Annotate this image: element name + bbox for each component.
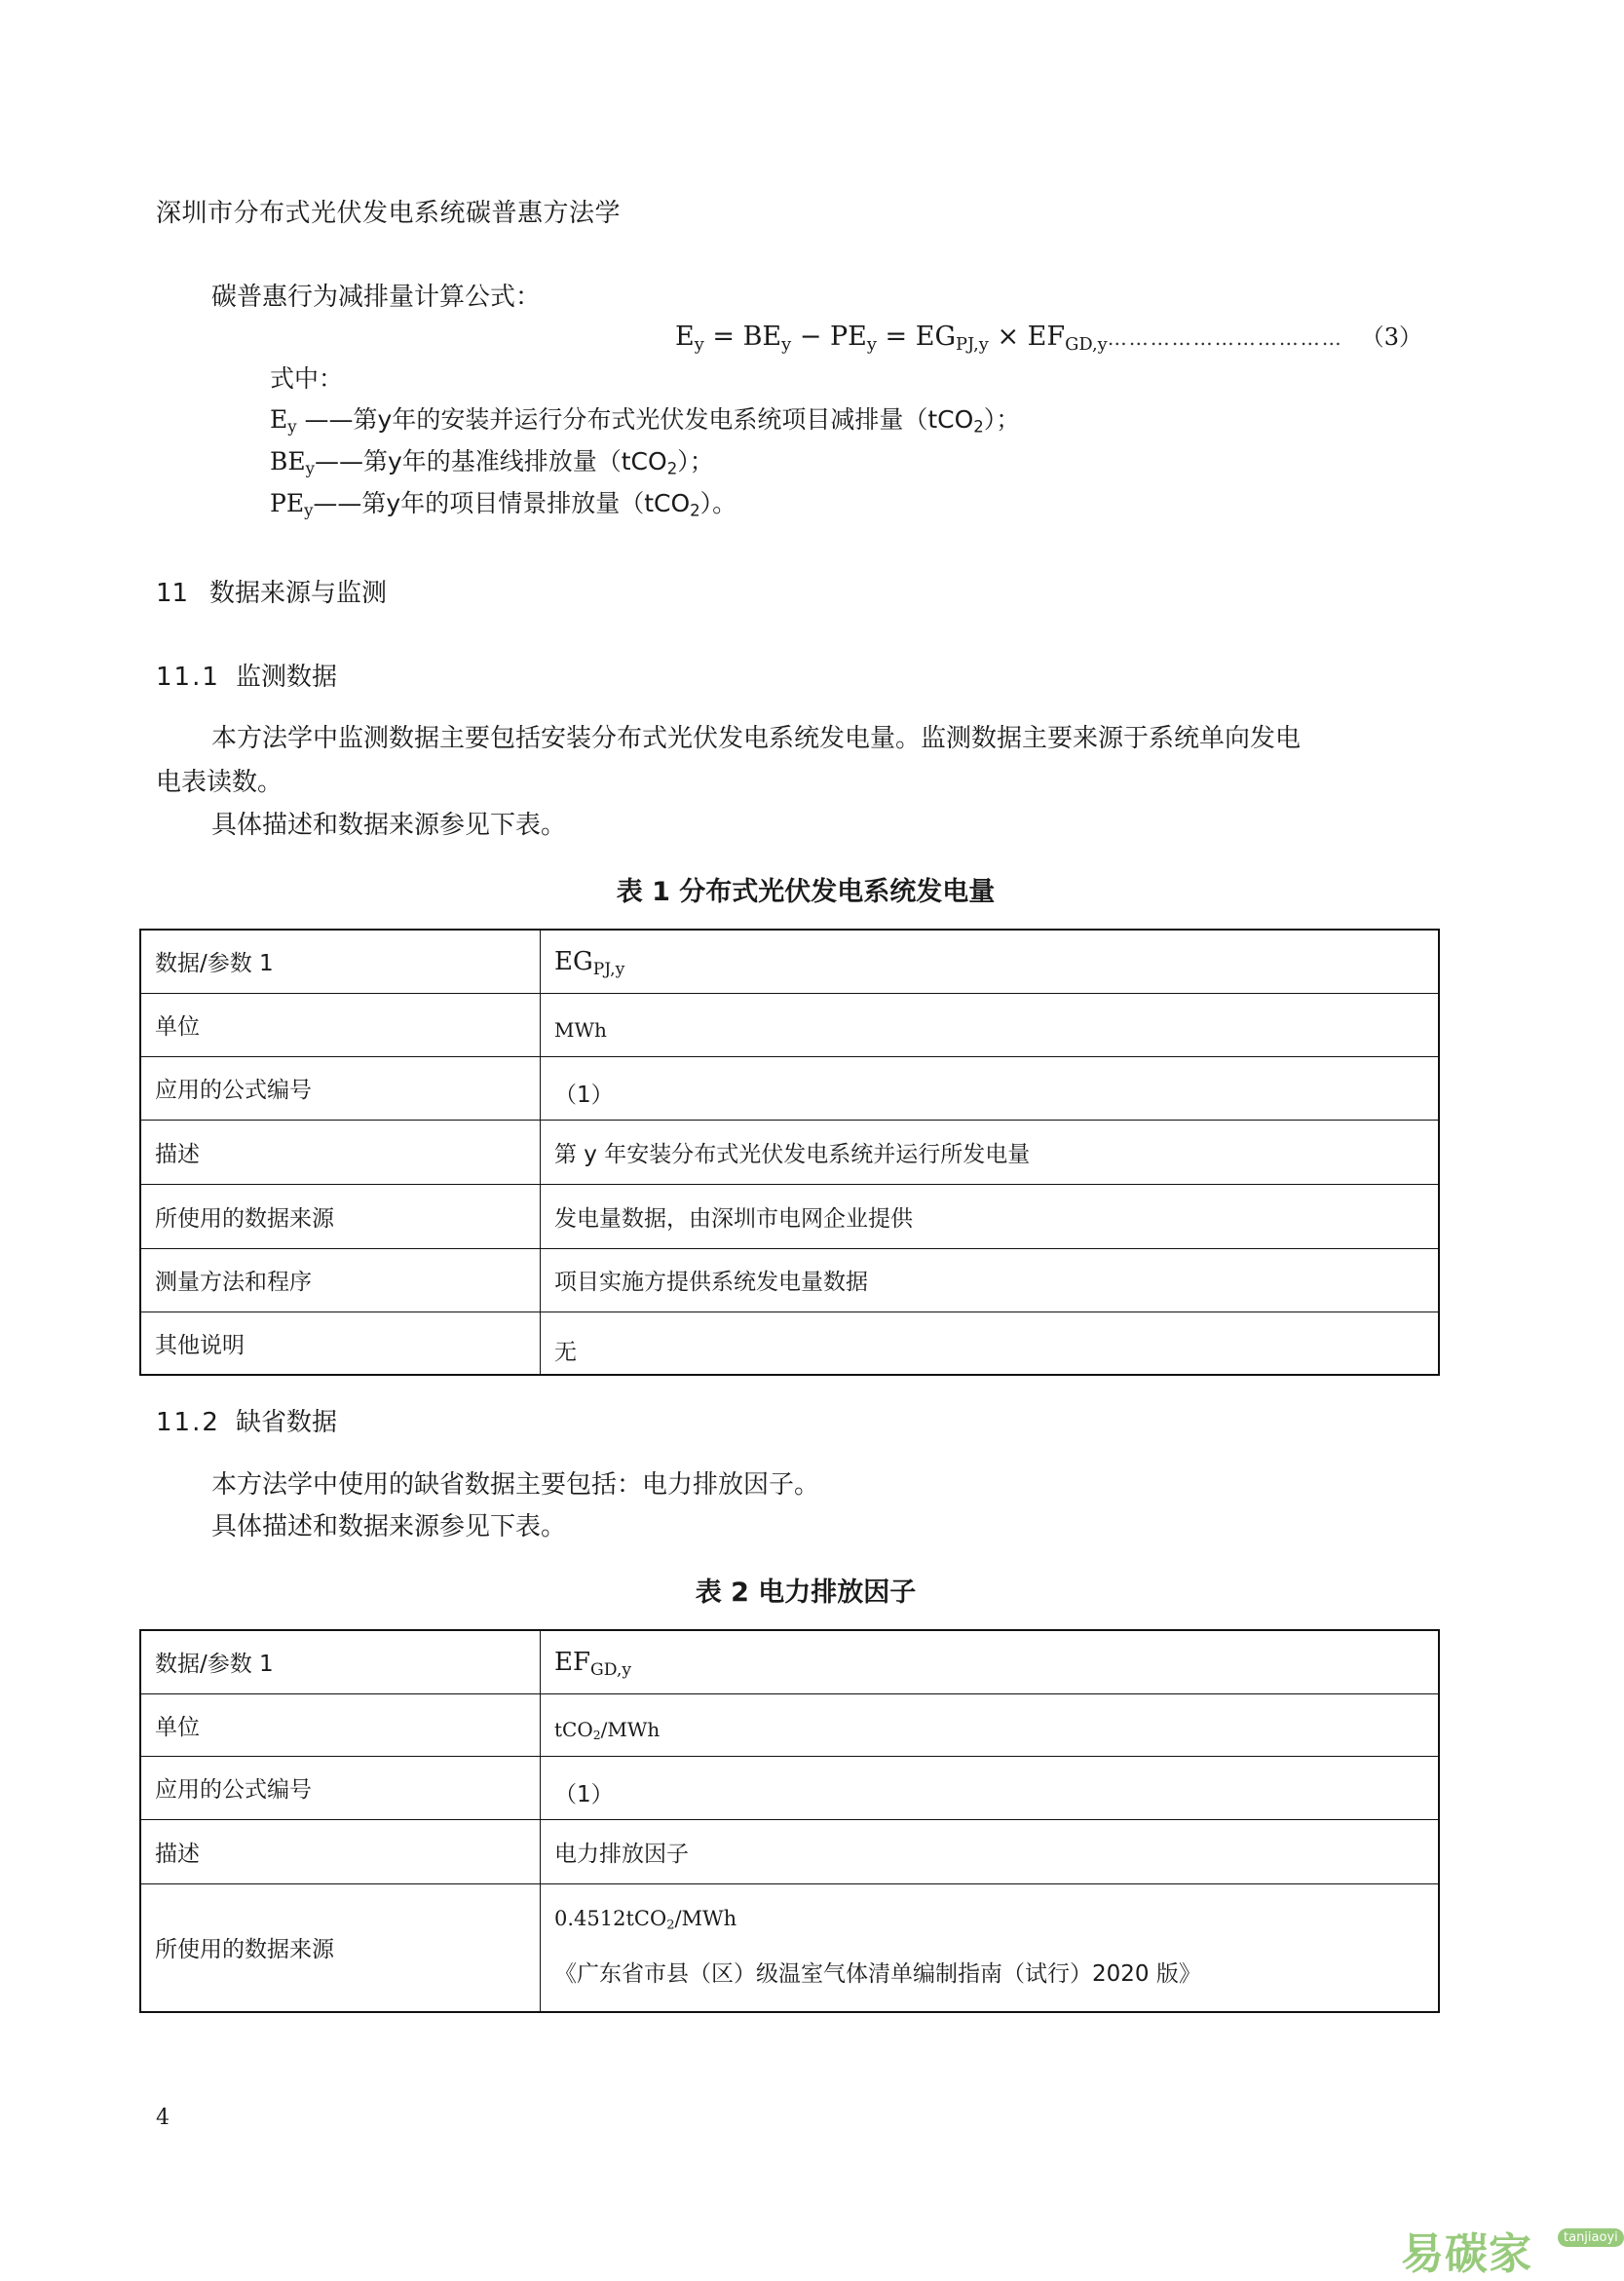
definition-ey: $E_y$ ——第y年的安装并运行分布式光伏发电系统项目减排量（tCO$_2$）； [270,405,1021,437]
monitoring-paragraph-line2: 电表读数。 [156,768,283,797]
table-row [140,1819,1439,1883]
formula-leader-dots: …………………………… [1107,326,1343,350]
data-source-reference: 《广东省市县（区）级温室气体清单编制指南（试行）2020 版》 [554,1961,1201,1988]
table-cell-label: 数据/参数 1 [140,930,541,993]
table-cell-value: （1） [541,1056,1440,1120]
table-cell-value: $EF_{GD,y}$ [541,1630,1440,1693]
table-cell-value: （1） [541,1756,1440,1819]
table-1-pv-generation [139,929,1440,1376]
table-row [140,1630,1439,1693]
table-cell-label: 数据/参数 1 [140,1630,541,1693]
table-cell-label: 所使用的数据来源 [140,1184,541,1248]
table-cell-label: 单位 [140,993,541,1056]
table-cell-label: 应用的公式编号 [140,1056,541,1120]
table-cell-value: 无 [541,1312,1440,1375]
table-cell-label: 其他说明 [140,1312,541,1375]
table-cell-value: MWh [541,993,1440,1056]
table-1-caption: 表 1 分布式光伏发电系统发电量 [616,877,996,907]
watermark-logo: 易碳家 [1401,2229,1532,2279]
table-cell-value: 发电量数据，由深圳市电网企业提供 [541,1184,1440,1248]
section-number: 11 [156,579,189,608]
definition-bey: $BE_y——$第y年的基准线排放量（tCO$_2$）； [270,447,714,478]
subsection-number: 11.1 [156,663,220,692]
subsection-title: 缺省数据 [236,1408,338,1437]
table-2-caption: 表 2 电力排放因子 [695,1578,917,1608]
table-cell-label: 测量方法和程序 [140,1248,541,1312]
definition-pey: $PE_y——$第y年的项目情景排放量（tCO$_2$）。 [270,489,737,520]
table-row [140,1248,1439,1312]
table-cell-label: 单位 [140,1693,541,1756]
section-title: 数据来源与监测 [209,579,388,608]
table-row [140,930,1439,993]
watermark-badge: tanjiaoyi [1558,2228,1624,2247]
table-cell-value: 0.4512tCO$_2$/MWh 《广东省市县（区）级温室气体清单编制指南（试行）2020 版》 [541,1883,1440,2012]
default-data-paragraph: 本方法学中使用的缺省数据主要包括：电力排放因子。 [211,1470,820,1500]
table-cell-value: 第 y 年安装分布式光伏发电系统并运行所发电量 [541,1120,1440,1184]
table-row [140,993,1439,1056]
monitoring-table-reference: 具体描述和数据来源参见下表。 [211,811,567,840]
emission-reduction-formula: $E_y = BE_y - PE_y = EG_{PJ,y}$ × $EF_{GD,y}\dots\dots\dots\dots\dots\dots\dots\dots\dots\dots\dots$ （3） [675,322,1422,355]
formula-intro: 碳普惠行为减排量计算公式： [211,283,542,312]
table-row [140,1056,1439,1120]
section-11-heading [156,573,387,609]
section-11-2-heading [156,1402,337,1438]
subsection-number: 11.2 [156,1408,220,1437]
table-row [140,1756,1439,1819]
table-row [140,1883,1439,2012]
monitoring-paragraph-line1: 本方法学中监测数据主要包括安装分布式光伏发电系统发电量。监测数据主要来源于系统单向发电 [211,724,1302,753]
where-label: 式中： [270,364,344,393]
table-cell-value: 电力排放因子 [541,1819,1440,1883]
table-cell-label: 所使用的数据来源 [140,1883,541,2012]
table-row [140,1693,1439,1756]
subsection-title: 监测数据 [236,663,338,692]
table-cell-value: $EG_{PJ,y}$ [541,930,1440,993]
table-cell-label: 描述 [140,1819,541,1883]
table-2-emission-factor [139,1629,1440,2013]
table-row [140,1312,1439,1375]
table-cell-label: 应用的公式编号 [140,1756,541,1819]
default-table-reference: 具体描述和数据来源参见下表。 [211,1512,567,1541]
table-cell-value: 项目实施方提供系统发电量数据 [541,1248,1440,1312]
formula-number: （3） [1360,323,1422,351]
page-number: 4 [156,2106,170,2130]
table-cell-value: tCO$_2$/MWh [541,1693,1440,1756]
table-row [140,1120,1439,1184]
section-11-1-heading [156,657,337,693]
table-cell-label: 描述 [140,1120,541,1184]
document-header-title: 深圳市分布式光伏发电系统碳普惠方法学 [156,199,622,228]
table-row [140,1184,1439,1248]
